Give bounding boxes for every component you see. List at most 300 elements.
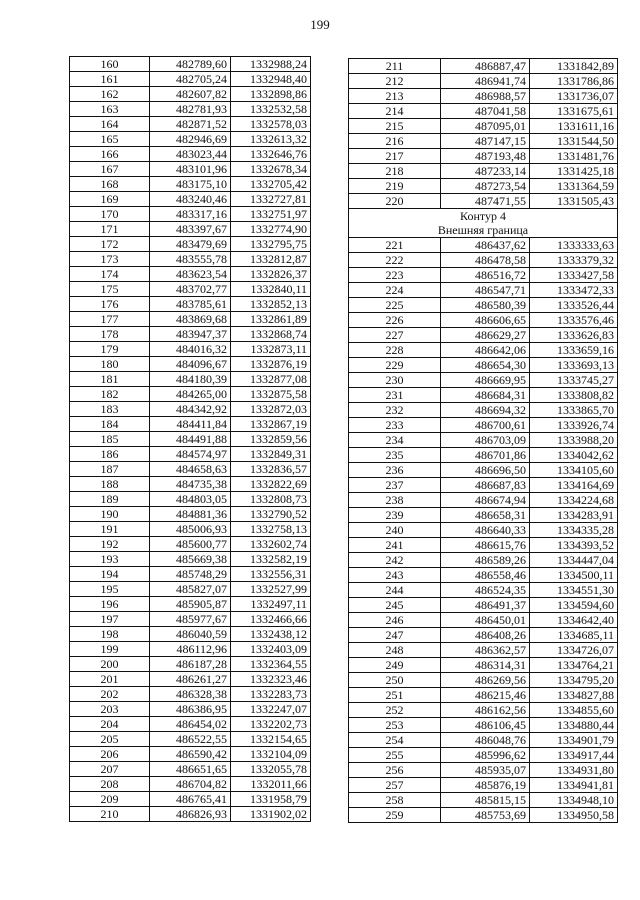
point-number: 248: [349, 643, 441, 658]
coordinate-y: 1332795,75: [231, 237, 311, 252]
point-number: 255: [349, 748, 441, 763]
table-row: [70, 612, 311, 627]
coordinate-x: 483947,37: [150, 327, 231, 342]
coordinate-y: 1331675,61: [530, 104, 618, 119]
coordinate-y: 1332055,78: [231, 762, 311, 777]
coordinate-y: 1332988,24: [231, 57, 311, 72]
coordinate-x: 486674,94: [441, 493, 530, 508]
point-number: 198: [70, 627, 150, 642]
point-number: 224: [349, 283, 441, 298]
table-row: [70, 717, 311, 732]
coordinate-y: 1332948,40: [231, 72, 311, 87]
coordinate-y: 1331786,86: [530, 74, 618, 89]
point-number: 206: [70, 747, 150, 762]
coordinate-y: 1333988,20: [530, 433, 618, 448]
table-row: [70, 657, 311, 672]
coordinate-y: 1333745,27: [530, 373, 618, 388]
point-number: 189: [70, 492, 150, 507]
coordinate-y: 1332849,31: [231, 447, 311, 462]
coordinate-x: 486491,37: [441, 598, 530, 613]
table-row: [70, 132, 311, 147]
coordinate-x: 486941,74: [441, 74, 530, 89]
point-number: 203: [70, 702, 150, 717]
coordinate-x: 486478,58: [441, 253, 530, 268]
coordinate-x: 487147,15: [441, 134, 530, 149]
coordinate-y: 1333659,16: [530, 343, 618, 358]
point-number: 165: [70, 132, 150, 147]
coordinate-x: 486450,01: [441, 613, 530, 628]
coordinate-x: 484881,36: [150, 507, 231, 522]
coordinate-x: 484265,00: [150, 387, 231, 402]
contour-caption-title: Контур 4: [349, 209, 618, 224]
coordinate-x: 486765,41: [150, 792, 231, 807]
coordinate-y: 1332602,74: [231, 537, 311, 552]
coordinate-y: 1332247,07: [231, 702, 311, 717]
coordinate-y: 1331611,16: [530, 119, 618, 134]
point-number: 250: [349, 673, 441, 688]
table-row: [349, 149, 618, 164]
coordinate-y: 1332438,12: [231, 627, 311, 642]
table-row: [349, 523, 618, 538]
coordinate-x: 484803,05: [150, 492, 231, 507]
coordinate-y: 1334594,60: [530, 598, 618, 613]
table-row: [70, 492, 311, 507]
coordinate-x: 486703,09: [441, 433, 530, 448]
coordinate-x: 486314,31: [441, 658, 530, 673]
point-number: 228: [349, 343, 441, 358]
coordinate-y: 1332104,09: [231, 747, 311, 762]
coordinate-x: 485753,69: [441, 808, 530, 823]
point-number: 221: [349, 238, 441, 253]
point-number: 199: [70, 642, 150, 657]
point-number: 257: [349, 778, 441, 793]
left-rows: [70, 57, 311, 822]
table-row: [70, 792, 311, 807]
coordinate-y: 1334948,10: [530, 793, 618, 808]
coordinate-y: 1332646,76: [231, 147, 311, 162]
table-row: [349, 164, 618, 179]
table-row: [70, 402, 311, 417]
coordinate-x: 482705,24: [150, 72, 231, 87]
coordinate-y: 1332826,37: [231, 267, 311, 282]
coordinate-x: 487095,01: [441, 119, 530, 134]
coordinate-x: 484658,63: [150, 462, 231, 477]
table-row: [349, 808, 618, 823]
point-number: 164: [70, 117, 150, 132]
point-number: 216: [349, 134, 441, 149]
point-number: 173: [70, 252, 150, 267]
table-row: [70, 507, 311, 522]
table-row: [70, 417, 311, 432]
point-number: 251: [349, 688, 441, 703]
point-number: 245: [349, 598, 441, 613]
point-number: 252: [349, 703, 441, 718]
point-number: 226: [349, 313, 441, 328]
coordinate-y: 1333693,13: [530, 358, 618, 373]
table-row: [70, 237, 311, 252]
point-number: 178: [70, 327, 150, 342]
table-row: [349, 643, 618, 658]
point-number: 229: [349, 358, 441, 373]
table-row: [70, 312, 311, 327]
coordinate-y: 1334224,68: [530, 493, 618, 508]
point-number: 176: [70, 297, 150, 312]
coordinate-x: 486642,06: [441, 343, 530, 358]
coordinate-x: 484180,39: [150, 372, 231, 387]
table-row: [349, 508, 618, 523]
table-row: [349, 763, 618, 778]
coordinate-x: 483479,69: [150, 237, 231, 252]
coordinate-x: 486696,50: [441, 463, 530, 478]
coordinate-x: 484411,84: [150, 417, 231, 432]
coordinate-x: 486826,93: [150, 807, 231, 822]
point-number: 240: [349, 523, 441, 538]
table-row: [349, 493, 618, 508]
coordinate-x: 486629,27: [441, 328, 530, 343]
table-row: [70, 177, 311, 192]
coordinate-y: 1331481,76: [530, 149, 618, 164]
coordinate-x: 486704,82: [150, 777, 231, 792]
coordinate-y: 1331736,07: [530, 89, 618, 104]
point-number: 244: [349, 583, 441, 598]
point-number: 218: [349, 164, 441, 179]
point-number: 205: [70, 732, 150, 747]
point-number: 160: [70, 57, 150, 72]
coordinate-x: 486454,02: [150, 717, 231, 732]
coordinate-y: 1332877,08: [231, 372, 311, 387]
coordinate-x: 484574,97: [150, 447, 231, 462]
point-number: 179: [70, 342, 150, 357]
point-number: 234: [349, 433, 441, 448]
coordinate-y: 1332527,99: [231, 582, 311, 597]
coordinate-y: 1334917,44: [530, 748, 618, 763]
coordinate-y: 1331364,59: [530, 179, 618, 194]
coordinate-x: 486112,96: [150, 642, 231, 657]
point-number: 222: [349, 253, 441, 268]
coordinate-y: 1332556,31: [231, 567, 311, 582]
coordinate-x: 486040,59: [150, 627, 231, 642]
point-number: 168: [70, 177, 150, 192]
coordinate-x: 486524,35: [441, 583, 530, 598]
coordinate-y: 1332867,19: [231, 417, 311, 432]
point-number: 180: [70, 357, 150, 372]
table-row: [70, 732, 311, 747]
table-row: [70, 447, 311, 462]
point-number: 241: [349, 538, 441, 553]
coordinate-y: 1334685,11: [530, 628, 618, 643]
table-row: [349, 583, 618, 598]
coordinate-x: 486669,95: [441, 373, 530, 388]
table-row: [349, 538, 618, 553]
point-number: 172: [70, 237, 150, 252]
coordinate-x: 486162,56: [441, 703, 530, 718]
coordinate-y: 1332532,58: [231, 102, 311, 117]
table-row: [349, 403, 618, 418]
table-row: [70, 462, 311, 477]
coordinate-x: 483869,68: [150, 312, 231, 327]
point-number: 190: [70, 507, 150, 522]
coordinate-y: 1332840,11: [231, 282, 311, 297]
point-number: 200: [70, 657, 150, 672]
coordinate-y: 1332836,57: [231, 462, 311, 477]
coordinate-y: 1331505,43: [530, 194, 618, 209]
point-number: 167: [70, 162, 150, 177]
coordinate-x: 486386,95: [150, 702, 231, 717]
point-number: 202: [70, 687, 150, 702]
coordinate-y: 1334941,81: [530, 778, 618, 793]
coordinate-y: 1332364,55: [231, 657, 311, 672]
coordinate-x: 486640,33: [441, 523, 530, 538]
point-number: 243: [349, 568, 441, 583]
coordinate-y: 1332812,87: [231, 252, 311, 267]
coordinate-x: 487471,55: [441, 194, 530, 209]
coordinate-y: 1331842,89: [530, 59, 618, 74]
point-number: 220: [349, 194, 441, 209]
table-row: [70, 267, 311, 282]
table-row: [349, 688, 618, 703]
point-number: 215: [349, 119, 441, 134]
table-row: [349, 553, 618, 568]
point-number: 259: [349, 808, 441, 823]
point-number: 170: [70, 207, 150, 222]
table-row: [70, 522, 311, 537]
table-row: [349, 433, 618, 448]
table-row: [349, 89, 618, 104]
table-row: [70, 582, 311, 597]
point-number: 236: [349, 463, 441, 478]
coordinate-y: 1333427,58: [530, 268, 618, 283]
table-row: [70, 297, 311, 312]
coordinate-x: 484096,67: [150, 357, 231, 372]
point-number: 171: [70, 222, 150, 237]
point-number: 195: [70, 582, 150, 597]
coordinate-x: 486654,30: [441, 358, 530, 373]
table-row: [70, 537, 311, 552]
table-row: [349, 104, 618, 119]
coordinate-x: 486694,32: [441, 403, 530, 418]
coordinate-y: 1334393,52: [530, 538, 618, 553]
coordinate-y: 1334335,28: [530, 523, 618, 538]
table-row: [349, 778, 618, 793]
point-number: 217: [349, 149, 441, 164]
table-row: [349, 194, 618, 209]
coordinate-x: 486516,72: [441, 268, 530, 283]
coordinate-x: 486684,31: [441, 388, 530, 403]
coordinate-y: 1334500,11: [530, 568, 618, 583]
table-row: [349, 463, 618, 478]
table-row: [349, 733, 618, 748]
table-row: [70, 147, 311, 162]
coordinate-y: 1331902,02: [231, 807, 311, 822]
coordinate-y: 1332613,32: [231, 132, 311, 147]
point-number: 223: [349, 268, 441, 283]
coordinate-y: 1331425,18: [530, 164, 618, 179]
point-number: 227: [349, 328, 441, 343]
coordinate-y: 1334042,62: [530, 448, 618, 463]
table-row: [70, 702, 311, 717]
table-row: [349, 238, 618, 253]
point-number: 237: [349, 478, 441, 493]
table-row: [70, 327, 311, 342]
point-number: 185: [70, 432, 150, 447]
coordinate-x: 486988,57: [441, 89, 530, 104]
coordinate-y: 1334901,79: [530, 733, 618, 748]
point-number: 213: [349, 89, 441, 104]
point-number: 194: [70, 567, 150, 582]
coordinate-y: 1332872,03: [231, 402, 311, 417]
table-row: [349, 283, 618, 298]
coordinate-x: 486547,71: [441, 283, 530, 298]
coordinate-x: 486269,56: [441, 673, 530, 688]
coordinate-x: 486261,27: [150, 672, 231, 687]
coordinate-x: 486408,26: [441, 628, 530, 643]
coordinate-y: 1333576,46: [530, 313, 618, 328]
coordinate-y: 1331544,50: [530, 134, 618, 149]
point-number: 169: [70, 192, 150, 207]
coordinate-y: 1332283,73: [231, 687, 311, 702]
table-row: [349, 628, 618, 643]
coordinate-x: 483317,16: [150, 207, 231, 222]
table-row: [70, 162, 311, 177]
point-number: 246: [349, 613, 441, 628]
table-row: [70, 597, 311, 612]
table-row: [70, 372, 311, 387]
coordinate-x: 486700,61: [441, 418, 530, 433]
coordinate-y: 1332822,69: [231, 477, 311, 492]
point-number: 184: [70, 417, 150, 432]
point-number: 192: [70, 537, 150, 552]
coordinate-y: 1332898,86: [231, 87, 311, 102]
point-number: 183: [70, 402, 150, 417]
coordinate-y: 1332727,81: [231, 192, 311, 207]
point-number: 187: [70, 462, 150, 477]
table-row: [349, 119, 618, 134]
table-row: [349, 673, 618, 688]
table-row: [70, 102, 311, 117]
coordinate-x: 483785,61: [150, 297, 231, 312]
table-row: [70, 387, 311, 402]
coordinate-y: 1332852,13: [231, 297, 311, 312]
table-row: [70, 762, 311, 777]
table-row: [70, 192, 311, 207]
coordinate-y: 1332678,34: [231, 162, 311, 177]
coordinate-y: 1332403,09: [231, 642, 311, 657]
coordinate-y: 1334164,69: [530, 478, 618, 493]
coordinate-x: 486522,55: [150, 732, 231, 747]
point-number: 239: [349, 508, 441, 523]
point-number: 210: [70, 807, 150, 822]
coordinate-y: 1332466,66: [231, 612, 311, 627]
coordinate-x: 486615,76: [441, 538, 530, 553]
coordinate-x: 485977,67: [150, 612, 231, 627]
coordinate-y: 1334447,04: [530, 553, 618, 568]
table-row: [70, 477, 311, 492]
table-row: [349, 343, 618, 358]
point-number: 174: [70, 267, 150, 282]
coordinate-x: 484342,92: [150, 402, 231, 417]
table-row: [349, 298, 618, 313]
point-number: 191: [70, 522, 150, 537]
point-number: 197: [70, 612, 150, 627]
coordinate-y: 1333379,32: [530, 253, 618, 268]
coordinate-x: 486651,65: [150, 762, 231, 777]
point-number: 233: [349, 418, 441, 433]
point-number: 182: [70, 387, 150, 402]
coordinate-y: 1334105,60: [530, 463, 618, 478]
point-number: 204: [70, 717, 150, 732]
table-row: [70, 207, 311, 222]
table-row: [70, 87, 311, 102]
point-number: 258: [349, 793, 441, 808]
table-row: [70, 552, 311, 567]
coordinate-y: 1332578,03: [231, 117, 311, 132]
table-row: [70, 567, 311, 582]
right-rows-bottom: [349, 238, 618, 823]
table-row: [70, 282, 311, 297]
table-row: [70, 117, 311, 132]
coordinate-x: 487273,54: [441, 179, 530, 194]
coordinate-x: 486658,31: [441, 508, 530, 523]
table-row: [349, 793, 618, 808]
right-rows-top: [349, 59, 618, 209]
point-number: 214: [349, 104, 441, 119]
coordinate-x: 485996,62: [441, 748, 530, 763]
coordinate-x: 486687,83: [441, 478, 530, 493]
page-number: 199: [310, 17, 330, 32]
point-number: 242: [349, 553, 441, 568]
point-number: 193: [70, 552, 150, 567]
point-number: 211: [349, 59, 441, 74]
coordinate-y: 1332774,90: [231, 222, 311, 237]
coordinate-y: 1334283,91: [530, 508, 618, 523]
coordinate-x: 486437,62: [441, 238, 530, 253]
point-number: 163: [70, 102, 150, 117]
coordinate-x: 486048,76: [441, 733, 530, 748]
coordinate-x: 484016,32: [150, 342, 231, 357]
coordinate-y: 1332497,11: [231, 597, 311, 612]
coordinate-x: 485935,07: [441, 763, 530, 778]
coordinate-y: 1332011,66: [231, 777, 311, 792]
coordinate-y: 1334795,20: [530, 673, 618, 688]
coordinate-x: 486589,26: [441, 553, 530, 568]
coordinate-x: 484735,38: [150, 477, 231, 492]
coordinate-x: 486328,38: [150, 687, 231, 702]
table-row: [70, 432, 311, 447]
coordinate-y: 1334764,21: [530, 658, 618, 673]
table-row: [349, 74, 618, 89]
point-number: 196: [70, 597, 150, 612]
coordinate-x: 485748,29: [150, 567, 231, 582]
coordinates-table-right: [348, 58, 618, 823]
table-row: [349, 658, 618, 673]
coordinate-y: 1332875,58: [231, 387, 311, 402]
table-row: [349, 388, 618, 403]
point-number: 238: [349, 493, 441, 508]
table-row: [349, 418, 618, 433]
coordinate-x: 485827,07: [150, 582, 231, 597]
coordinate-x: 483623,54: [150, 267, 231, 282]
coordinate-y: 1334931,80: [530, 763, 618, 778]
coordinate-x: 482946,69: [150, 132, 231, 147]
coordinate-y: 1332582,19: [231, 552, 311, 567]
table-row: [70, 687, 311, 702]
coordinate-y: 1333333,63: [530, 238, 618, 253]
coordinate-x: 482607,82: [150, 87, 231, 102]
coordinate-x: 483555,78: [150, 252, 231, 267]
contour-caption-subtitle: Внешняя граница: [349, 223, 618, 238]
table-row: [70, 57, 311, 72]
table-row: [349, 373, 618, 388]
